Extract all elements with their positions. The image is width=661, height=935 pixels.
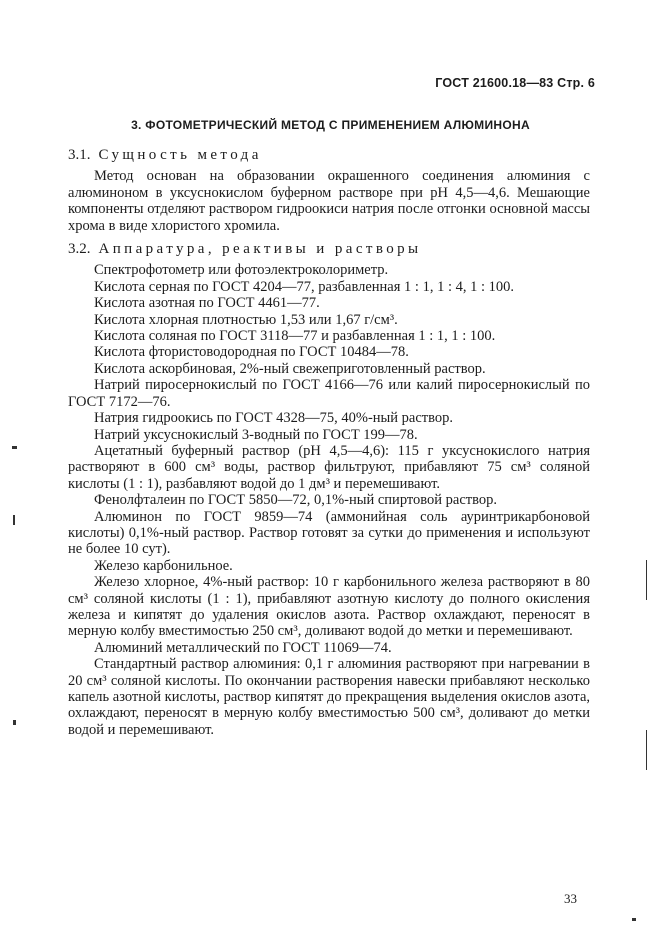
scan-speck [646, 730, 647, 770]
reagent-item: Алюминон по ГОСТ 9859—74 (аммонийная соль ауринтрикарбоновой кислоты) 0,1%-ный раствор. Раствор готовят за сутки до применения и используют не более 10 сут). [68, 508, 590, 558]
reagent-item: Железо карбонильное. [94, 557, 233, 574]
reagent-item: Алюминий металлический по ГОСТ 11069—74. [94, 639, 392, 656]
scan-speck [13, 515, 15, 525]
subsection-number: 3.1. [68, 147, 91, 163]
subsection-number: 3.2. [68, 241, 91, 258]
page-number: 33 [564, 891, 577, 906]
document-header: ГОСТ 21600.18—83 Стр. 6 [435, 76, 595, 90]
reagent-item: Кислота аскорбиновая, 2%-ный свежеприготовленный раствор. [94, 360, 486, 377]
reagent-item: Натрий пиросернокислый по ГОСТ 4166—76 или калий пиросернокислый по ГОСТ 7172—76. [68, 377, 590, 410]
reagent-item: Железо хлорное, 4%-ный раствор: 10 г карбонильного железа растворяют в 80 см³ соляной кислоты (1 : 1), прибавляют азотную кислоту до полного окисления железа и кипятят до удаления окислов азота. Раствор охлаждают, переносят в мерную колбу вместимостью 250 см³, доливают водой до метки и перемешивают. [68, 574, 590, 640]
reagent-item: Спектрофотометр или фотоэлектроколориметр. [94, 262, 389, 279]
scan-speck [13, 720, 16, 725]
reagent-item: Кислота хлорная плотностью 1,53 или 1,67 г/см³. [94, 311, 398, 328]
scan-speck [646, 560, 647, 600]
reagent-item: Натрий уксуснокислый 3-водный по ГОСТ 199—78. [94, 426, 418, 443]
reagent-item: Фенолфталеин по ГОСТ 5850—72, 0,1%-ный спиртовой раствор. [94, 492, 497, 509]
section-title: 3. ФОТОМЕТРИЧЕСКИЙ МЕТОД С ПРИМЕНЕНИЕМ АЛЮМИНОНА [131, 118, 530, 132]
reagent-item: Кислота азотная по ГОСТ 4461—77. [94, 295, 320, 312]
subsection-heading-essence [68, 147, 590, 163]
reagent-item: Стандартный раствор алюминия: 0,1 г алюминия растворяют при нагревании в 20 см³ соляной кислоты. По окончании растворения навески прибавляют несколько капель азотной кислоты, раствор кипятят до прекращения выделения окислов азота, охлаждают, переносят в мерную колбу вместимостью 500 см³, доливают до метки водой и перемешивают. [68, 656, 590, 738]
reagent-item: Кислота соляная по ГОСТ 3118—77 и разбавленная 1 : 1, 1 : 100. [94, 328, 496, 345]
reagent-item: Кислота фтористоводородная по ГОСТ 10484—78. [94, 344, 409, 361]
scan-speck [632, 918, 636, 921]
essence-paragraph: Метод основан на образовании окрашенного соединения алюминия с алюминоном в уксуснокислом буферном растворе при pH 4,5—4,6. Мешающие компоненты отделяют раствором гидроокиси натрия после отгонки основной массы хрома в виде хлористого хромила. [68, 168, 590, 234]
subsection-title: Сущность метода [98, 147, 262, 163]
scan-speck [12, 446, 17, 449]
document-body [68, 140, 590, 738]
subsection-heading-apparatus [68, 241, 590, 257]
reagent-item: Ацетатный буферный раствор (pH 4,5—4,6): 115 г уксуснокислого натрия растворяют в 600 см³ воды, раствор фильтруют, прибавляют 75 см³ соляной кислоты (1 : 1), разбавляют водой до 1 дм³ и перемешивают. [68, 442, 590, 492]
reagent-item: Натрия гидроокись по ГОСТ 4328—75, 40%-ный раствор. [94, 410, 453, 427]
subsection-title: Аппаратура, реактивы и растворы [98, 241, 422, 258]
reagent-item: Кислота серная по ГОСТ 4204—77, разбавленная 1 : 1, 1 : 4, 1 : 100. [94, 278, 514, 295]
